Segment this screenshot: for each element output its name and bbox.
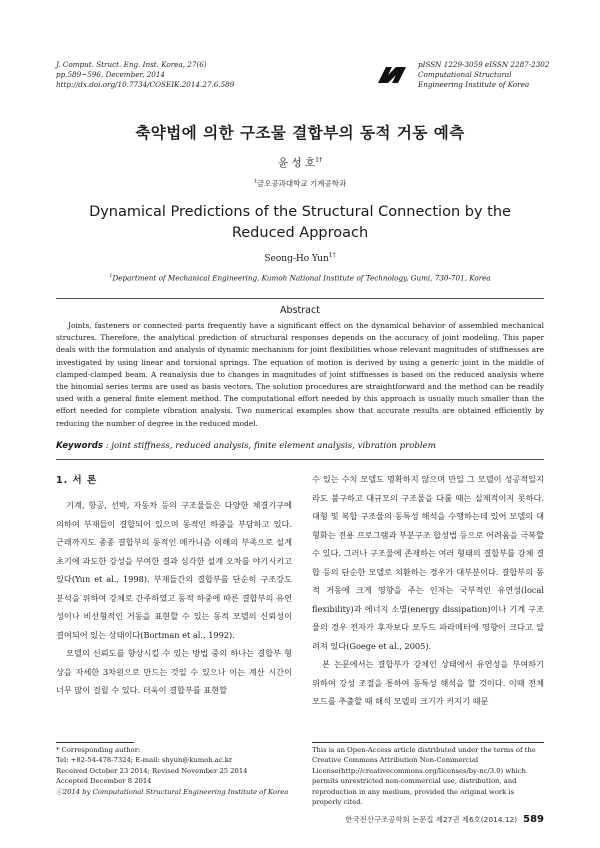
keywords bbox=[56, 441, 544, 451]
open-access-notice: This is an Open-Access article distributed under the terms of the Creative Commons Attribution Non-Commercial License(http://creativecommons.org/licenses/by-nc/3.0) which permits unrestricted non-commercial use, distribution, and reproduction in any medium, provided the original work is properly cited. bbox=[312, 746, 536, 807]
publisher-line-1: Computational Structural bbox=[418, 70, 512, 79]
body-column-right bbox=[312, 470, 544, 711]
page-footer bbox=[345, 814, 544, 825]
abstract-text: Joints, fasteners or connected parts frequently have a significant effect on the dynamical behavior of assembled mechanical structures. Therefore, the analytical prediction of structural responses depends on the accuracy of joint modeling. This paper deals with the formulation and analysis of dynamic mechanism for joint flexibilities whose relevant magnitudes of stiffnesses are investigated by using linear and torsional springs. The equation of motion is derived by using a generic joint in the middle of clamped-clamped beam. A reanalysis due to changes in magnitudes of joint stiffnesses is based on the reduced analysis where the binomial series terms are used as basis vectors. The solution procedures are straightforward and the method can be readily used with a general finite element method. The computational effort needed by this approach is usually much smaller than the effort needed for complete vibration analysis. Two numerical examples show that accurate results are obtained efficiently by reducing the number of degree in the reduced model. bbox=[56, 321, 544, 428]
footnote-line: Tel: +82-54-478-7324; E-mail: shyun@kumoh.ac.kr bbox=[56, 756, 233, 765]
title-english: Dynamical Predictions of the Structural Connection by the Reduced Approach bbox=[89, 204, 511, 241]
citation-line-1: J. Comput. Struct. Eng. Inst. Korea, 27(6) bbox=[56, 60, 207, 69]
abstract-heading: Abstract bbox=[280, 305, 320, 316]
author-english-name: Seong-Ho Yun bbox=[264, 254, 329, 264]
footer-journal: 한국전산구조공학회 논문집 제27권 제6호(2014.12) bbox=[345, 815, 518, 824]
journal-citation bbox=[56, 60, 234, 90]
affiliation-korean-text: 금오공과대학교 기계공학과 bbox=[256, 179, 347, 188]
footnote-line: * Corresponding author: bbox=[56, 746, 141, 754]
publisher-line-2: Engineering Institute of Korea bbox=[418, 80, 530, 89]
title-korean: 축약법에 의한 구조물 결합부의 동적 거동 예측 bbox=[135, 124, 465, 142]
body-paragraph: 수 있는 수치 모델도 명확하지 않으며 만일 그 모델이 성공적일지라도 불구하고 대규모의 구조물을 다룰 때는 실제적이지 못하다. 대형 및 복합 구조물의 동특성 해석을 수행하는데 있어 모델의 대형화는 전용 프로그램과 부분구조 합성법 등으로 어려움을 극복할 수 있다. 그러나 구조물에 존재하는 여러 형태의 결합부를 강체 결합 등의 단순한 모델로 치환하는 경우가 대부분이다. 결합부의 동적 거동에 크게 영향을 주는 인자는 국부적인 유연성(local flexibility)과 에너지 소멸(energy dissipation)이나 기계 구조물의 경우 전자가 후자보다 모두드 파라메터에 영향이 크다고 알려져 있다(Goege et al., 2005). bbox=[312, 474, 544, 651]
issn-line: pISSN 1229-3059 eISSN 2287-2302 bbox=[418, 60, 550, 69]
keywords-bottom-rule bbox=[56, 459, 544, 460]
coseik-logo-icon bbox=[376, 63, 408, 85]
page-number: 589 bbox=[523, 814, 544, 825]
body-paragraph: 본 논문에서는 결합부가 강체인 상태에서 유연성을 부여하기 위하여 강성 조절을 통하여 동특성 해석을 할 것이다. 이때 전체 모드를 추출할 때 해석 모델의 크기가 커지기 때문 bbox=[312, 659, 544, 706]
keywords-list: : joint stiffness, reduced analysis, finite element analysis, vibration problem bbox=[102, 441, 436, 451]
abstract-body bbox=[56, 320, 544, 430]
author-korean bbox=[0, 155, 600, 170]
affiliation-korean-mark: 1 bbox=[253, 178, 257, 185]
corresponding-author-footnote bbox=[56, 745, 296, 797]
section-heading-introduction: 1. 서 론 bbox=[56, 475, 98, 486]
citation-line-2: pp.589~596, December, 2014 bbox=[56, 70, 165, 79]
keywords-label: Keywords bbox=[56, 441, 103, 451]
footnote-line: Accepted December 8 2014 bbox=[56, 777, 152, 786]
body-column-left bbox=[56, 496, 292, 700]
author-english-mark: 1† bbox=[328, 252, 336, 259]
affiliation-english bbox=[0, 273, 600, 282]
footnote-line: Received October 23 2014; Revised November 25 2014 bbox=[56, 766, 248, 775]
body-paragraph: 모델의 신뢰도를 향상시킬 수 있는 방법 중의 하나는 결합부 형상을 자세한 3차원으로 만드는 것일 수 있으나 이는 계산 시간이 너무 많이 걸릴 수 있다. 더욱이 결합부를 표현할 bbox=[56, 648, 292, 695]
affiliation-english-mark: 1 bbox=[109, 273, 113, 279]
body-paragraph: 기계, 항공, 선박, 자동차 등의 구조물들은 다양한 체결기구에 의하여 부재들이 결합되어 있으며 동적인 하중을 부담하고 있다. 근래까지도 종종 결합부의 동적인 메카니즘 이해의 부족으로 설계 초기에 과도한 강성을 부여한 결과 심각한 설계 오차를 야기시키고 있다(Yun et al., 1998). 부재들간의 결합부를 단순히 구조강도 분석을 위하여 강체로 간주하였고 동적 하중에 따른 결합부의 유연성이나 비선형적인 거동을 표현할 수 있는 동적 모델의 신뢰성이 결여되어 있는 상태이다(Bortman et al., 1992). bbox=[56, 500, 292, 640]
open-access-rule bbox=[312, 742, 544, 743]
affiliation-korean bbox=[0, 178, 600, 189]
author-korean-name: 윤 성 호 bbox=[278, 157, 316, 169]
abstract-top-rule bbox=[56, 298, 544, 299]
footnote-line: ⓒ2014 by Computational Structural Engineering Institute of Korea bbox=[56, 787, 289, 796]
footnote-rule bbox=[56, 742, 134, 743]
affiliation-english-text: Department of Mechanical Engineering, Kumoh National Institute of Technology, Gumi, 730-701, Korea bbox=[112, 273, 491, 283]
author-korean-mark: 1† bbox=[315, 156, 322, 164]
author-english bbox=[0, 252, 600, 264]
doi-link[interactable]: http://dx.doi.org/10.7734/COSEIK.2014.27.6.589 bbox=[56, 80, 235, 89]
issn-block bbox=[418, 60, 549, 90]
